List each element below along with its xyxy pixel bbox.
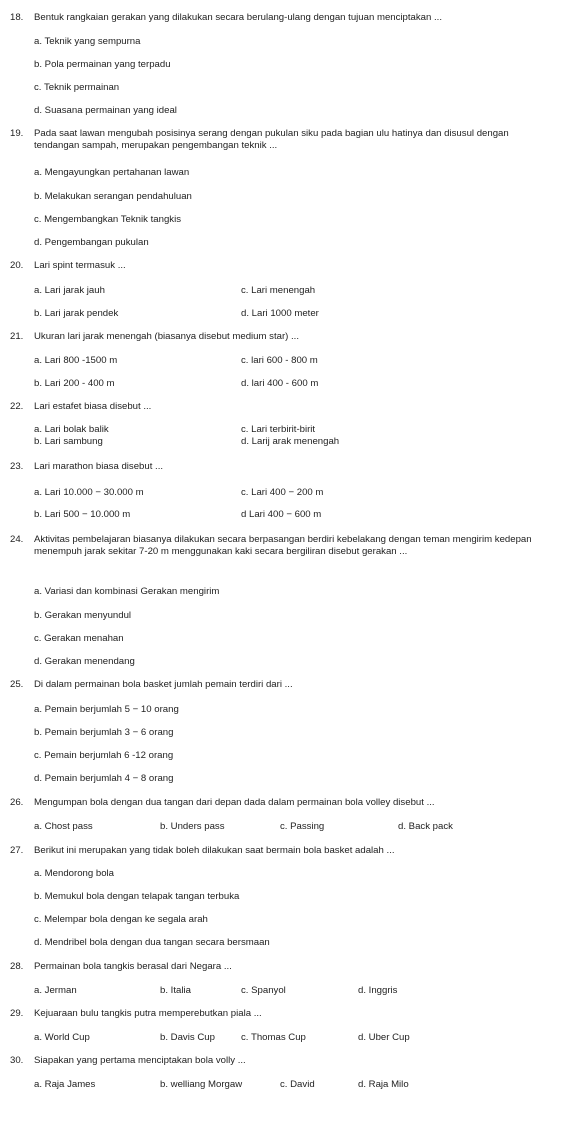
option: d Lari 400 − 600 m: [241, 509, 322, 520]
option: a. Mendorong bola: [34, 868, 115, 879]
option: a. Jerman: [34, 985, 77, 996]
option: c. Teknik permainan: [34, 82, 120, 93]
option: b. Pemain berjumlah 3 − 6 orang: [34, 727, 174, 738]
option: c. Thomas Cup: [241, 1032, 306, 1043]
option: d. lari 400 - 600 m: [241, 378, 319, 389]
option: a. Mengayungkan pertahanan lawan: [34, 167, 190, 178]
option: b. Gerakan menyundul: [34, 610, 132, 621]
question-text: Bentuk rangkaian gerakan yang dilakukan secara berulang-ulang dengan tujuan menciptakan ...: [34, 12, 443, 23]
option: c. Mengembangkan Teknik tangkis: [34, 214, 182, 225]
question-text: Lari spint termasuk ...: [34, 260, 126, 271]
option: a. Variasi dan kombinasi Gerakan mengirim: [34, 586, 220, 597]
option: b. Italia: [160, 985, 191, 996]
option: b. Lari sambung: [34, 436, 103, 447]
option: d. Back pack: [398, 821, 453, 832]
question-number: 25.: [10, 679, 24, 690]
option: c. lari 600 - 800 m: [241, 355, 318, 366]
question-text: Siapakan yang pertama menciptakan bola volly ...: [34, 1055, 246, 1066]
option: c. Spanyol: [241, 985, 286, 996]
option: c. Gerakan menahan: [34, 633, 124, 644]
question-number: 29.: [10, 1008, 24, 1019]
option: b. Lari jarak pendek: [34, 308, 119, 319]
question-text: Ukuran lari jarak menengah (biasanya disebut medium star) ...: [34, 331, 300, 342]
option: d. Gerakan menendang: [34, 656, 135, 667]
option: d. Raja Milo: [358, 1079, 409, 1090]
option: c. Pemain berjumlah 6 -12 orang: [34, 750, 174, 761]
question-number: 28.: [10, 961, 24, 972]
option: a. Lari 10.000 − 30.000 m: [34, 487, 144, 498]
option: a. Lari bolak balik: [34, 424, 109, 435]
option: a. Lari 800 -1500 m: [34, 355, 118, 366]
option: d. Lari 1000 meter: [241, 308, 319, 319]
question-text: Pada saat lawan mengubah posisinya serang dengan pukulan siku pada bagian ulu hatinya dan disusul dengan tendangan sampah, merupakan pengembangan teknik ...: [34, 128, 509, 151]
question-number: 27.: [10, 845, 24, 856]
option: c. Lari menengah: [241, 285, 316, 296]
question-text: Aktivitas pembelajaran biasanya dilakukan secara berpasangan berdiri kebelakang dengan teman mengirim kedepan menempuh jarak sekitar 7-20 m menggunakan kaki secara bergiliran disebut gerakan ...: [34, 534, 532, 557]
question-number: 22.: [10, 401, 24, 412]
option: c. Lari 400 − 200 m: [241, 487, 324, 498]
option: b. Melakukan serangan pendahuluan: [34, 191, 192, 202]
option: a. World Cup: [34, 1032, 90, 1043]
question-number: 21.: [10, 331, 24, 342]
question-text: Permainan bola tangkis berasal dari Negara ...: [34, 961, 232, 972]
question-number: 26.: [10, 797, 24, 808]
option: a. Teknik yang sempurna: [34, 36, 141, 47]
option: b. Unders pass: [160, 821, 225, 832]
option: d. Pengembangan pukulan: [34, 237, 149, 248]
option: d. Uber Cup: [358, 1032, 410, 1043]
question-text: Di dalam permainan bola basket jumlah pemain terdiri dari ...: [34, 679, 293, 690]
option: b. Davis Cup: [160, 1032, 215, 1043]
question-number: 23.: [10, 461, 24, 472]
option: d. Inggris: [358, 985, 398, 996]
question-text: Kejuaraan bulu tangkis putra memperebutkan piala ...: [34, 1008, 262, 1019]
option: d. Pemain berjumlah 4 − 8 orang: [34, 773, 174, 784]
question-text: Lari estafet biasa disebut ...: [34, 401, 152, 412]
question-number: 18.: [10, 12, 24, 23]
option: a. Pemain berjumlah 5 − 10 orang: [34, 704, 179, 715]
option: d. Mendribel bola dengan dua tangan secara bersmaan: [34, 937, 270, 948]
question-number: 19.: [10, 128, 24, 139]
question-text: Mengumpan bola dengan dua tangan dari depan dada dalam permainan bola volley disebut ...: [34, 797, 435, 808]
option: b. Pola permainan yang terpadu: [34, 59, 171, 70]
option: c. Melempar bola dengan ke segala arah: [34, 914, 208, 925]
option: b. welliang Morgaw: [160, 1079, 243, 1090]
option: d. Suasana permainan yang ideal: [34, 105, 177, 116]
option: b. Lari 500 − 10.000 m: [34, 509, 131, 520]
question-number: 20.: [10, 260, 24, 271]
option: c. Passing: [280, 821, 325, 832]
option: c. David: [280, 1079, 315, 1090]
option: c. Lari terbirit-birit: [241, 424, 316, 435]
question-number: 30.: [10, 1055, 24, 1066]
option: b. Lari 200 - 400 m: [34, 378, 115, 389]
question-text: Lari marathon biasa disebut ...: [34, 461, 164, 472]
option: a. Lari jarak jauh: [34, 285, 105, 296]
option: a. Raja James: [34, 1079, 96, 1090]
option: d. Larij arak menengah: [241, 436, 340, 447]
option: b. Memukul bola dengan telapak tangan terbuka: [34, 891, 240, 902]
question-text: Berikut ini merupakan yang tidak boleh dilakukan saat bermain bola basket adalah ...: [34, 845, 395, 856]
question-number: 24.: [10, 534, 24, 545]
option: a. Chost pass: [34, 821, 93, 832]
